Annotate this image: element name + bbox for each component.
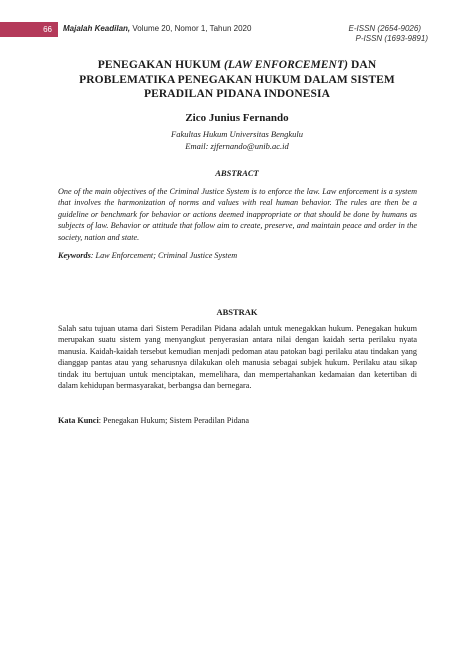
title-part-1: PENEGAKAN HUKUM — [97, 59, 224, 71]
abstrak-heading: ABSTRAK — [216, 307, 258, 317]
affiliation: Fakultas Hukum Universitas Bengkulu — [171, 129, 303, 139]
kata-kunci-line — [58, 415, 417, 426]
abstract-body: One of the main objectives of the Criminal Justice System is to enforce the law. Law enforcement is a system that involves the harmonization of norms and values with real human behavior. The rules are then be a guideline or benchmark for behavior or actions deemed inappropriate or that should be done by humans as subjects of law. Behavior or attitude that follow aim to create, preserve, and maintain peace and order in the society, nation and state. — [58, 187, 417, 242]
journal-name: Majalah Keadilan, — [63, 24, 131, 33]
author-email: Email: zjfernando@unib.ac.id — [185, 141, 289, 151]
abstract-heading: ABSTRACT — [215, 168, 259, 178]
author-affiliation-block — [0, 128, 474, 152]
issn-block — [349, 24, 428, 44]
title-part-2: DAN PROBLEMATIKA PENEGAKAN HUKUM DALAM SISTEM PERADILAN PIDANA INDONESIA — [79, 59, 395, 100]
keywords-line — [58, 250, 417, 261]
journal-header — [0, 21, 474, 41]
eissn: E-ISSN (2654-9026) — [348, 24, 421, 33]
keywords-text: : Law Enforcement; Criminal Justice System — [90, 251, 238, 260]
author-name: Zico Junius Fernando — [185, 112, 289, 124]
keywords-label: Keywords — [58, 251, 91, 260]
journal-citation — [63, 24, 251, 34]
kata-kunci-text: : Penegakan Hukum; Sistem Peradilan Pidana — [98, 416, 250, 425]
article-title — [60, 58, 414, 102]
volume-info: Volume 20, Nomor 1, Tahun 2020 — [132, 24, 252, 33]
kata-kunci-label: Kata Kunci — [58, 416, 99, 425]
page-number: 66 — [0, 22, 58, 37]
abstrak-body: Salah satu tujuan utama dari Sistem Peradilan Pidana adalah untuk menegakkan hukum. Penegakan hukum merupakan suatu sistem yang menyangkut penyerasian antara nilai dengan kaidah serta perilaku nyata manusia. Kaidah-kaidah tersebut kemudian menjadi pedoman atau patokan bagi perilaku atau tindakan yang dianggap pantas atau yang seharusnya dilakukan oleh manusia sebagai subjek hukum. Perilaku atau sikap tindak itu bertujuan untuk menciptakan, memelihara, dan mempertahankan kedamaian dan ketertiban di dalam kehidupan bermasyarakat, berbangsa dan bernegara. — [58, 324, 417, 391]
pissn: P-ISSN (1693-9891) — [355, 34, 428, 43]
title-italic: (LAW ENFORCEMENT) — [223, 59, 349, 71]
